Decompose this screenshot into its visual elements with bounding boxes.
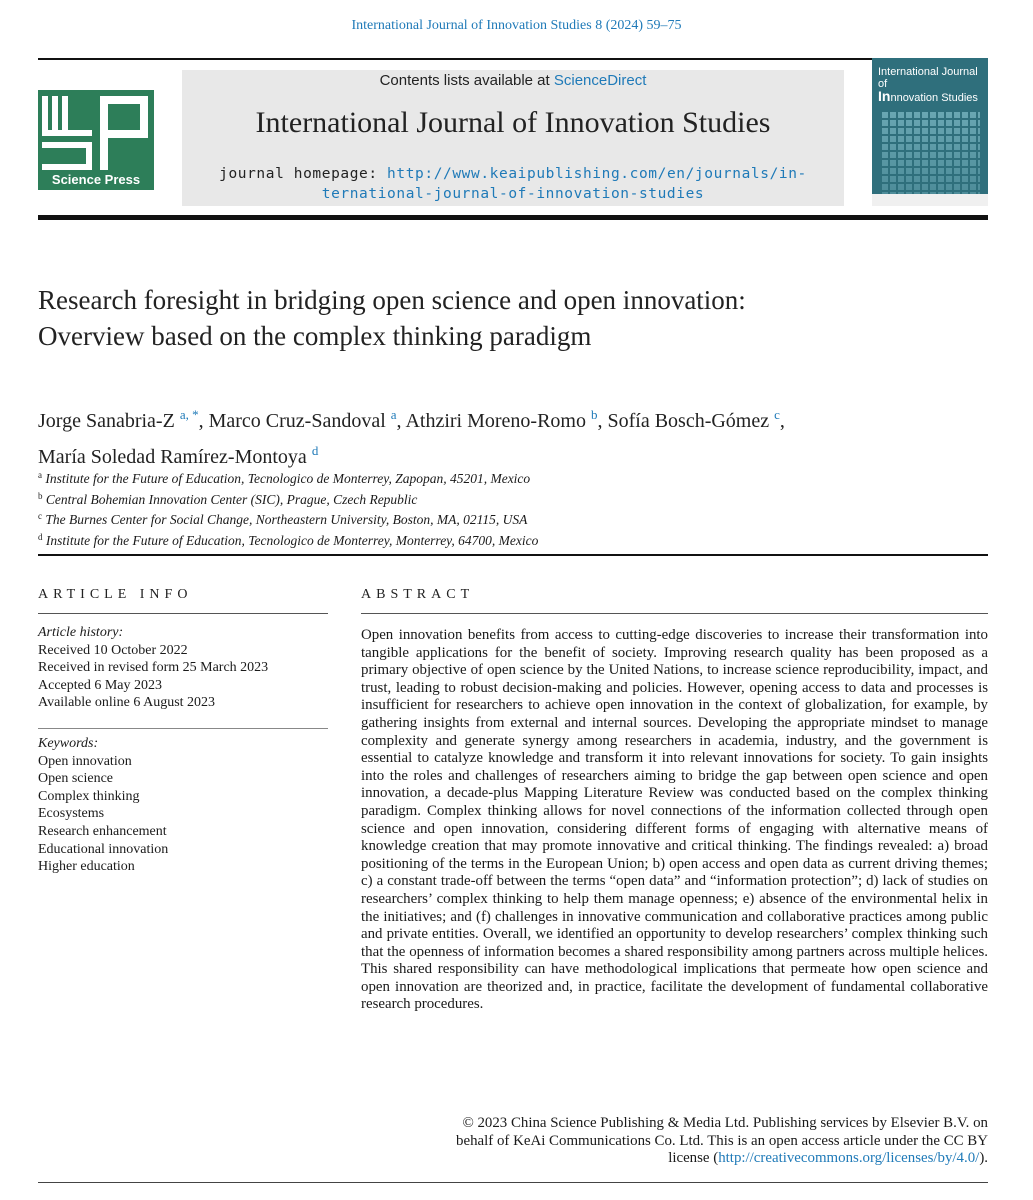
keyword-item: Complex thinking: [38, 788, 140, 804]
contents-line: [182, 72, 844, 89]
keyword-item: Ecosystems: [38, 806, 105, 822]
abstract-rule: [361, 613, 988, 614]
article-info: [38, 624, 328, 876]
affiliation-item: [38, 488, 798, 509]
copyright-line-2: behalf of KeAi Communications Co. Ltd. This is an open access article under the CC BY: [456, 1132, 988, 1149]
article-title: Research foresight in bridging open science and open innovation: Overview based on the complex thinking paradigm: [38, 285, 746, 351]
author-separator: ,: [396, 410, 406, 432]
history-list: [38, 642, 328, 712]
keyword-item: Open innovation: [38, 753, 132, 769]
contents-prefix: Contents lists available at: [379, 72, 554, 89]
keyword-item: Open science: [38, 771, 114, 787]
history-label: Article history:: [38, 625, 124, 640]
journal-homepage: [182, 164, 844, 204]
author-name: Athziri Moreno-Romo: [405, 410, 586, 432]
affiliation-item: [38, 508, 798, 529]
header-rule: [38, 215, 988, 220]
affiliation-key: b: [38, 490, 43, 501]
keywords-label: Keywords:: [38, 735, 99, 751]
license-suffix: ).: [979, 1150, 988, 1167]
cover-pattern: [880, 110, 980, 198]
info-divider: [38, 712, 328, 729]
journal-cover-image: [872, 58, 988, 206]
affiliation-item: [38, 467, 798, 488]
section-rule: [38, 554, 988, 556]
author-affiliation-marker[interactable]: a: [390, 407, 397, 422]
copyright-notice: [361, 1115, 988, 1168]
affiliation-text: Institute for the Future of Education, Tecnologico de Monterrey, Zapopan, 45201, Mexico: [45, 471, 531, 486]
affiliation-key: d: [38, 531, 43, 542]
author-name: Jorge Sanabria-Z: [38, 410, 175, 432]
author-name: Marco Cruz-Sandoval: [208, 410, 386, 432]
author-list: [38, 400, 798, 472]
abstract-text: Open innovation benefits from access to cutting-edge discoveries to increase their transformation into tangible applications for the benefit of society. Improving research quality has been proposed as a primary objective of open science by the United Nations, to increase science reproducibility, impact, and trust, leading to robust decision-making and policies. However, opening access to data and processes is insufficient for researchers to achieve open innovation in the context of globalization, for example, by gathering insights from external and internal sources. Developing the appropriate mindset to manage complexity and generate synergy among researchers in academia, industry, and the government is essential to catalyze knowledge and transform it into relevant innovations for society. To gain insights into the roles and challenges of researchers aiming to bridge the gap between open science and open innovation, a decade-plus Mapping Literature Review was conducted based on the complex thinking paradigm. Complex thinking allows for novel connections of the information collected through open science and open innovation, considering different forms of engaging with alternative means of knowledge creation that may promote innovative and critical thinking. The findings revealed: a) broad positioning of the terms in the European Union; b) open access and open data as current driving themes; c) a constant trade-off between the terms “open data” and “information protection”; d) lack of studies on researchers’ complex thinking to help them manage openness; e) absence of the environmental helix in the initiatives; and (f) challenges in innovative communication and collaborative practices among public and private entities. Overall, we identified an opportunity to develop researchers’ complex thinking such that the openness of information becomes a shared responsibility among partners across multiple helices. This shared responsibility can have methodological implications that permeate how open science and open innovation are theorized and, in practice, facilitate the development of fundamental collaborative research procedures.: [361, 627, 988, 1013]
author-separator: ,: [198, 410, 209, 432]
top-rule: [38, 58, 988, 60]
affiliation-item: [38, 529, 798, 550]
affiliation-key: c: [38, 511, 42, 521]
article-info-rule: [38, 613, 328, 614]
affiliation-text: Central Bohemian Innovation Center (SIC), Prague, Czech Republic: [45, 491, 418, 507]
journal-name: International Journal of Innovation Studies: [255, 106, 771, 139]
author-separator: ,: [597, 410, 608, 432]
author-separator: ,: [779, 410, 785, 432]
science-press-logo: [38, 90, 154, 190]
sciencedirect-link[interactable]: ScienceDirect: [553, 72, 647, 89]
cover-title-line1: International Journal of: [878, 66, 978, 90]
homepage-prefix: journal homepage:: [219, 166, 388, 182]
author-affiliation-marker[interactable]: a, *: [179, 407, 199, 422]
keyword-item: Educational innovation: [38, 841, 169, 857]
author-affiliation-marker[interactable]: d: [311, 443, 319, 458]
affiliation-key: a: [38, 470, 42, 480]
author-affiliation-marker[interactable]: c: [774, 407, 780, 422]
history-item: Received in revised form 25 March 2023: [38, 660, 269, 676]
author-name: María Soledad Ramírez-Montoya: [38, 446, 307, 468]
journal-citation[interactable]: International Journal of Innovation Studies 8 (2024) 59–75: [351, 18, 682, 33]
license-prefix: license (: [668, 1150, 719, 1167]
history-item: Accepted 6 May 2023: [38, 677, 163, 693]
homepage-url-2[interactable]: ternational-journal-of-innovation-studies: [321, 186, 705, 202]
author-affiliation-marker[interactable]: b: [590, 407, 598, 422]
cover-title: [878, 66, 982, 104]
cover-logo-letter: In: [878, 88, 891, 104]
abstract-heading: ABSTRACT: [361, 587, 475, 602]
affiliation-text: Institute for the Future of Education, Tecnologico de Monterrey, Monterrey, 64700, Mexico: [45, 532, 539, 548]
keyword-list: [38, 753, 328, 876]
article-info-heading: ARTICLE INFO: [38, 587, 193, 602]
affiliation-list: [38, 467, 798, 549]
logo-text: Science Press: [51, 172, 141, 187]
homepage-url-1[interactable]: http://www.keaipublishing.com/en/journals/in-: [387, 166, 807, 182]
copyright-line-1: © 2023 China Science Publishing & Media Ltd. Publishing services by Elsevier B.V. on: [462, 1115, 988, 1131]
cover-title-line2: nnovation Studies: [890, 92, 978, 104]
bottom-rule: [38, 1182, 988, 1183]
keyword-item: Higher education: [38, 859, 135, 875]
license-link[interactable]: http://creativecommons.org/licenses/by/4.0/: [718, 1150, 980, 1167]
history-item: Received 10 October 2022: [38, 642, 188, 658]
affiliation-text: The Burnes Center for Social Change, Northeastern University, Boston, MA, 02115, USA: [45, 512, 528, 527]
cover-bottom-strip: [872, 194, 988, 206]
keyword-item: Research enhancement: [38, 823, 167, 839]
history-item: Available online 6 August 2023: [38, 695, 216, 711]
author-name: Sofía Bosch-Gómez: [607, 410, 770, 432]
